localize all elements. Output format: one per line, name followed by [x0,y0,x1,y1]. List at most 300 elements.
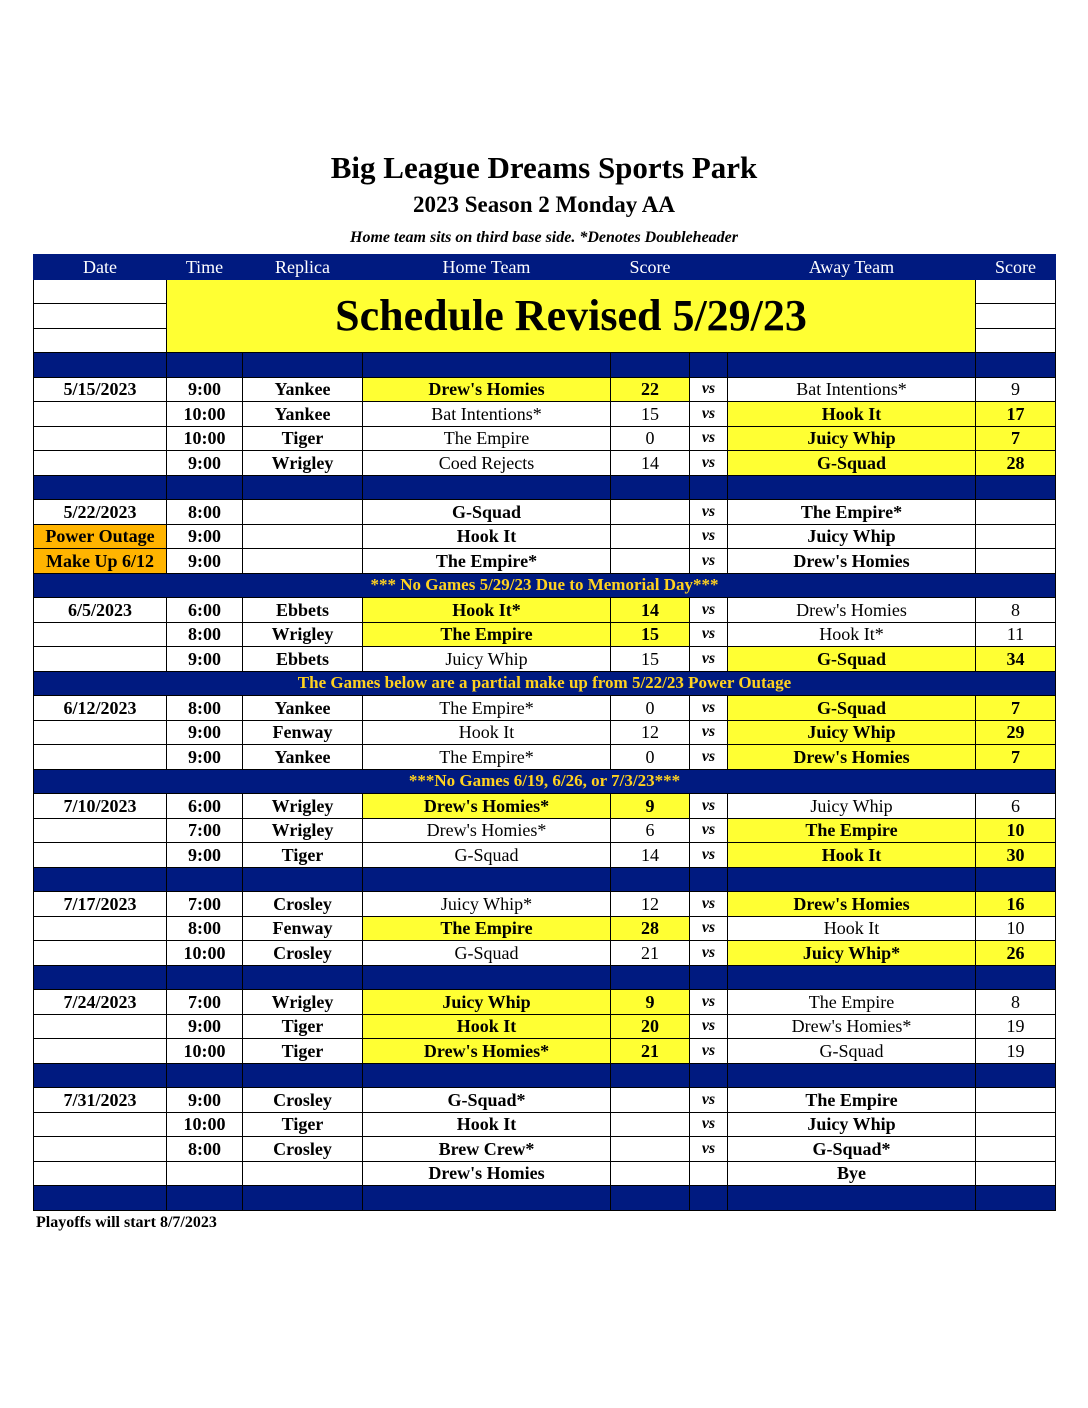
banner-spacer-right [976,304,1056,329]
home-team-cell: Drew's Homies* [363,1039,611,1064]
table-row [34,1088,1056,1113]
home-score-cell: 21 [611,1039,690,1064]
away-team-cell: Juicy Whip [728,524,976,549]
away-team-cell: Bat Intentions* [728,377,976,402]
notice-row [34,573,1056,598]
away-score-cell: 19 [976,1039,1056,1064]
home-score-cell: 9 [611,794,690,819]
date-cell [34,426,167,451]
replica-cell: Wrigley [243,451,363,476]
time-cell: 9:00 [167,720,243,745]
away-team-cell: Juicy Whip* [728,941,976,966]
home-score-cell [611,524,690,549]
vs-cell: vs [690,1014,728,1039]
notice-text: ***No Games 6/19, 6/26, or 7/3/23*** [34,769,1056,794]
table-row [34,377,1056,402]
date-cell: 6/5/2023 [34,598,167,623]
table-row [34,1014,1056,1039]
away-team-cell: Drew's Homies [728,892,976,917]
vs-cell: vs [690,549,728,574]
banner-row [34,279,1056,304]
home-score-cell: 9 [611,990,690,1015]
replica-cell [243,549,363,574]
away-score-cell: 16 [976,892,1056,917]
home-score-cell [611,1161,690,1186]
separator-cell [363,1186,611,1211]
home-team-cell: Juicy Whip* [363,892,611,917]
vs-cell: vs [690,426,728,451]
date-cell [34,1112,167,1137]
vs-cell: vs [690,916,728,941]
home-score-cell: 22 [611,377,690,402]
banner-spacer-left [34,328,167,353]
page-title: Big League Dreams Sports Park [330,150,758,185]
vs-cell: vs [690,990,728,1015]
home-score-cell: 14 [611,598,690,623]
time-cell: 6:00 [167,794,243,819]
home-team-cell: The Empire [363,622,611,647]
replica-cell: Tiger [243,843,363,868]
vs-cell: vs [690,598,728,623]
away-team-cell: The Empire [728,1088,976,1113]
away-team-cell: G-Squad [728,1039,976,1064]
col-header-home-team: Home Team [363,255,611,280]
home-team-cell: G-Squad [363,500,611,525]
vs-cell: vs [690,745,728,770]
replica-cell: Yankee [243,696,363,721]
time-cell: 8:00 [167,622,243,647]
separator-cell [690,965,728,990]
notice-row [34,671,1056,696]
date-cell: Make Up 6/12 [34,549,167,574]
table-row [34,524,1056,549]
banner-spacer-left [34,304,167,329]
date-cell: 7/24/2023 [34,990,167,1015]
away-score-cell: 26 [976,941,1056,966]
replica-cell: Yankee [243,745,363,770]
separator-cell [690,353,728,378]
table-row [34,892,1056,917]
table-row [34,843,1056,868]
replica-cell: Tiger [243,1112,363,1137]
date-cell [34,720,167,745]
table-row [34,549,1056,574]
home-team-cell: The Empire [363,426,611,451]
vs-cell: vs [690,892,728,917]
away-score-cell: 6 [976,794,1056,819]
time-cell: 9:00 [167,377,243,402]
separator-cell [243,965,363,990]
date-cell [34,1014,167,1039]
time-cell: 9:00 [167,524,243,549]
home-score-cell [611,1137,690,1162]
separator-cell [167,475,243,500]
away-team-cell: Juicy Whip [728,794,976,819]
away-team-cell: Hook It [728,402,976,427]
col-header-blank [690,255,728,280]
date-cell: 6/12/2023 [34,696,167,721]
separator-row [34,475,1056,500]
date-cell [34,843,167,868]
vs-cell: vs [690,818,728,843]
home-team-cell: G-Squad [363,843,611,868]
away-score-cell: 17 [976,402,1056,427]
replica-cell: Tiger [243,426,363,451]
away-score-cell: 10 [976,818,1056,843]
vs-cell: vs [690,500,728,525]
vs-cell: vs [690,524,728,549]
away-team-cell: Juicy Whip [728,426,976,451]
separator-row [34,965,1056,990]
home-team-cell: Hook It [363,1014,611,1039]
col-header-replica: Replica [243,255,363,280]
away-score-cell: 8 [976,598,1056,623]
separator-cell [363,867,611,892]
vs-cell: vs [690,451,728,476]
date-cell: 5/22/2023 [34,500,167,525]
time-cell: 9:00 [167,549,243,574]
schedule-table [33,254,1056,1211]
separator-cell [976,1063,1056,1088]
date-cell [34,647,167,672]
away-team-cell: G-Squad [728,451,976,476]
table-row [34,696,1056,721]
away-team-cell: Drew's Homies [728,549,976,574]
header-row [34,255,1056,280]
replica-cell [243,1161,363,1186]
separator-cell [728,1186,976,1211]
separator-cell [243,475,363,500]
away-team-cell: Juicy Whip [728,720,976,745]
separator-cell [976,1186,1056,1211]
replica-cell: Tiger [243,1039,363,1064]
separator-cell [690,1063,728,1088]
table-row [34,1112,1056,1137]
replica-cell: Wrigley [243,818,363,843]
banner-spacer-right [976,279,1056,304]
date-cell: 7/10/2023 [34,794,167,819]
table-row [34,916,1056,941]
away-score-cell [976,1137,1056,1162]
table-row [34,1137,1056,1162]
separator-cell [167,1186,243,1211]
home-score-cell: 20 [611,1014,690,1039]
separator-cell [976,965,1056,990]
notice-text: The Games below are a partial make up from 5/22/23 Power Outage [34,671,1056,696]
away-score-cell: 7 [976,745,1056,770]
separator-cell [976,475,1056,500]
home-team-cell: Juicy Whip [363,647,611,672]
away-score-cell [976,1161,1056,1186]
separator-cell [690,475,728,500]
table-row [34,500,1056,525]
schedule-revised-banner: Schedule Revised 5/29/23 [167,279,976,353]
home-score-cell [611,549,690,574]
table-row [34,745,1056,770]
banner-spacer-left [34,279,167,304]
separator-cell [611,353,690,378]
time-cell: 9:00 [167,843,243,868]
home-score-cell [611,1112,690,1137]
separator-cell [363,475,611,500]
replica-cell: Crosley [243,941,363,966]
date-cell [34,941,167,966]
home-team-cell: Hook It [363,524,611,549]
time-cell: 9:00 [167,745,243,770]
home-score-cell: 14 [611,451,690,476]
replica-cell: Wrigley [243,990,363,1015]
home-score-cell: 28 [611,916,690,941]
date-cell [34,622,167,647]
time-cell: 8:00 [167,916,243,941]
home-score-cell: 15 [611,647,690,672]
away-team-cell: The Empire* [728,500,976,525]
date-cell [34,1137,167,1162]
home-score-cell: 21 [611,941,690,966]
separator-cell [34,1186,167,1211]
replica-cell: Wrigley [243,794,363,819]
time-cell: 8:00 [167,1137,243,1162]
date-cell [34,1161,167,1186]
separator-cell [363,1063,611,1088]
table-row [34,941,1056,966]
time-cell: 7:00 [167,990,243,1015]
away-score-cell: 11 [976,622,1056,647]
table-row [34,1039,1056,1064]
time-cell: 8:00 [167,500,243,525]
col-header-away-score: Score [976,255,1056,280]
separator-row [34,1063,1056,1088]
home-team-cell: Coed Rejects [363,451,611,476]
away-score-cell [976,1112,1056,1137]
separator-cell [976,867,1056,892]
vs-cell [690,1161,728,1186]
home-team-cell: Juicy Whip [363,990,611,1015]
vs-cell: vs [690,622,728,647]
vs-cell: vs [690,377,728,402]
time-cell: 9:00 [167,1014,243,1039]
home-team-cell: The Empire [363,916,611,941]
separator-cell [976,353,1056,378]
date-cell [34,1039,167,1064]
separator-cell [690,1186,728,1211]
away-score-cell: 7 [976,696,1056,721]
time-cell: 7:00 [167,892,243,917]
home-team-cell: Bat Intentions* [363,402,611,427]
playoffs-note: Playoffs will start 8/7/2023 [36,1214,217,1231]
replica-cell: Yankee [243,377,363,402]
separator-cell [611,1186,690,1211]
home-team-cell: Drew's Homies [363,1161,611,1186]
home-score-cell [611,1088,690,1113]
time-cell [167,1161,243,1186]
home-team-cell: The Empire* [363,549,611,574]
home-team-cell: G-Squad* [363,1088,611,1113]
away-team-cell: Juicy Whip [728,1112,976,1137]
separator-cell [167,353,243,378]
replica-cell: Ebbets [243,598,363,623]
date-cell: 7/17/2023 [34,892,167,917]
home-score-cell: 15 [611,402,690,427]
page-subtitle: 2023 Season 2 Monday AA [413,192,675,217]
away-team-cell: The Empire [728,818,976,843]
separator-cell [243,867,363,892]
away-score-cell: 8 [976,990,1056,1015]
home-team-cell: Hook It [363,720,611,745]
separator-cell [34,475,167,500]
table-row [34,598,1056,623]
table-row [34,426,1056,451]
replica-cell: Ebbets [243,647,363,672]
vs-cell: vs [690,696,728,721]
replica-cell [243,524,363,549]
table-row [34,402,1056,427]
table-row [34,451,1056,476]
replica-cell: Fenway [243,916,363,941]
away-score-cell: 7 [976,426,1056,451]
separator-cell [611,1063,690,1088]
away-team-cell: G-Squad [728,647,976,672]
separator-cell [363,353,611,378]
home-score-cell [611,500,690,525]
date-cell [34,451,167,476]
notice-text: *** No Games 5/29/23 Due to Memorial Day*** [34,573,1056,598]
away-team-cell: Hook It [728,916,976,941]
time-cell: 10:00 [167,1039,243,1064]
table-row [34,720,1056,745]
time-cell: 9:00 [167,1088,243,1113]
away-team-cell: Hook It* [728,622,976,647]
date-cell [34,402,167,427]
home-score-cell: 12 [611,720,690,745]
separator-cell [34,1063,167,1088]
home-team-cell: Drew's Homies* [363,818,611,843]
away-score-cell [976,549,1056,574]
vs-cell: vs [690,1039,728,1064]
separator-cell [167,867,243,892]
separator-cell [34,965,167,990]
table-row [34,622,1056,647]
table-row [34,794,1056,819]
separator-cell [690,867,728,892]
date-cell: Power Outage [34,524,167,549]
separator-cell [243,353,363,378]
time-cell: 10:00 [167,941,243,966]
separator-row [34,353,1056,378]
away-team-cell: Bye [728,1161,976,1186]
separator-cell [728,867,976,892]
home-score-cell: 6 [611,818,690,843]
home-team-cell: Drew's Homies* [363,794,611,819]
replica-cell [243,500,363,525]
away-score-cell [976,524,1056,549]
col-header-time: Time [167,255,243,280]
separator-row [34,1186,1056,1211]
home-team-cell: Hook It [363,1112,611,1137]
replica-cell: Crosley [243,1088,363,1113]
home-team-cell: The Empire* [363,696,611,721]
vs-cell: vs [690,1112,728,1137]
time-cell: 10:00 [167,426,243,451]
date-cell: 5/15/2023 [34,377,167,402]
replica-cell: Wrigley [243,622,363,647]
time-cell: 8:00 [167,696,243,721]
home-score-cell: 15 [611,622,690,647]
home-score-cell: 0 [611,696,690,721]
home-score-cell: 12 [611,892,690,917]
time-cell: 10:00 [167,1112,243,1137]
separator-cell [167,965,243,990]
time-cell: 10:00 [167,402,243,427]
col-header-away-team: Away Team [728,255,976,280]
notice-row [34,769,1056,794]
table-row [34,1161,1056,1186]
away-team-cell: G-Squad [728,696,976,721]
home-team-cell: Drew's Homies [363,377,611,402]
home-team-cell: Hook It* [363,598,611,623]
table-row [34,647,1056,672]
separator-cell [611,965,690,990]
away-team-cell: G-Squad* [728,1137,976,1162]
separator-cell [611,867,690,892]
separator-row [34,867,1056,892]
date-cell [34,916,167,941]
away-score-cell: 28 [976,451,1056,476]
away-score-cell: 19 [976,1014,1056,1039]
separator-cell [728,965,976,990]
home-team-cell: G-Squad [363,941,611,966]
date-cell [34,745,167,770]
away-team-cell: Drew's Homies* [728,1014,976,1039]
time-cell: 9:00 [167,647,243,672]
away-score-cell [976,500,1056,525]
separator-cell [243,1063,363,1088]
replica-cell: Tiger [243,1014,363,1039]
away-score-cell: 34 [976,647,1056,672]
away-score-cell: 30 [976,843,1056,868]
away-score-cell: 10 [976,916,1056,941]
home-score-cell: 14 [611,843,690,868]
away-score-cell: 29 [976,720,1056,745]
separator-cell [243,1186,363,1211]
away-team-cell: The Empire [728,990,976,1015]
time-cell: 9:00 [167,451,243,476]
table-row [34,818,1056,843]
separator-cell [728,1063,976,1088]
replica-cell: Yankee [243,402,363,427]
separator-cell [728,353,976,378]
home-score-cell: 0 [611,426,690,451]
time-cell: 6:00 [167,598,243,623]
away-team-cell: Drew's Homies [728,745,976,770]
time-cell: 7:00 [167,818,243,843]
away-score-cell [976,1088,1056,1113]
date-cell: 7/31/2023 [34,1088,167,1113]
home-score-cell: 0 [611,745,690,770]
replica-cell: Crosley [243,1137,363,1162]
away-team-cell: Hook It [728,843,976,868]
home-team-cell: The Empire* [363,745,611,770]
away-score-cell: 9 [976,377,1056,402]
table-row [34,990,1056,1015]
page-note: Home team sits on third base side. *Denotes Doubleheader [350,229,738,246]
vs-cell: vs [690,402,728,427]
separator-cell [34,867,167,892]
col-header-date: Date [34,255,167,280]
separator-cell [611,475,690,500]
away-team-cell: Drew's Homies [728,598,976,623]
home-team-cell: Brew Crew* [363,1137,611,1162]
